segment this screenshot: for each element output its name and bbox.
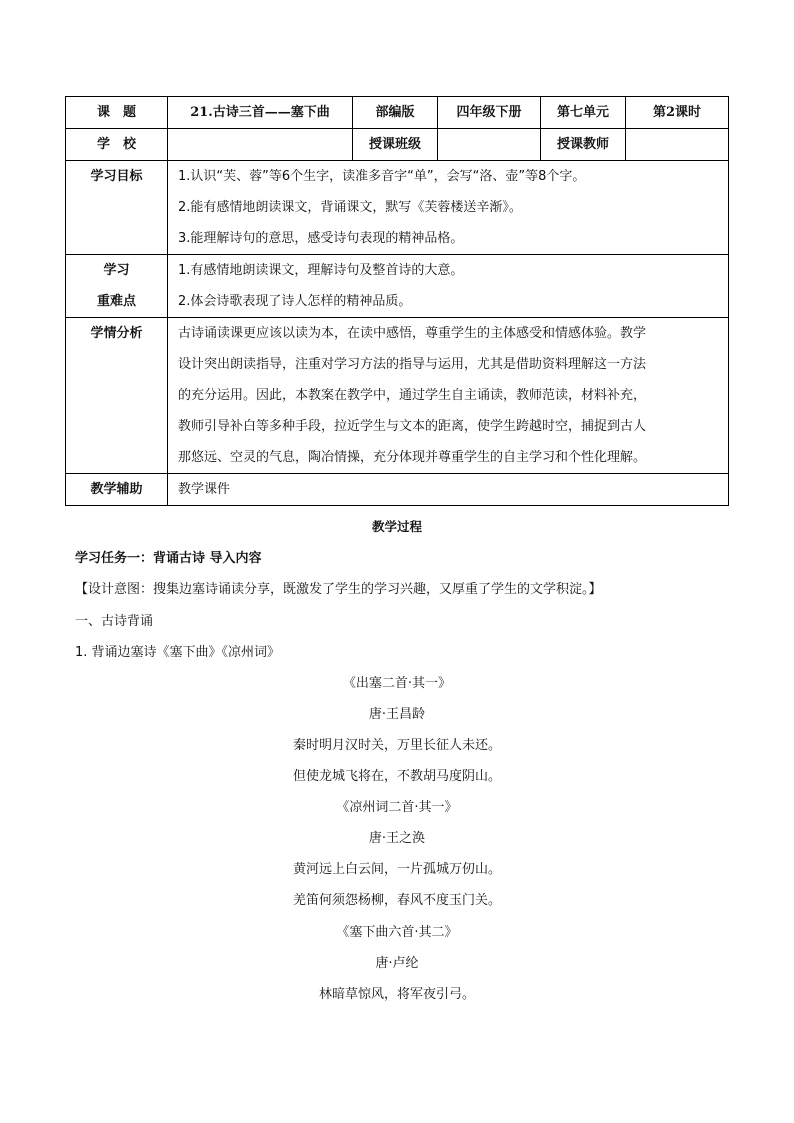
- lesson-info-table: [65, 96, 729, 506]
- poem-author: 唐·王之涣: [368, 831, 426, 846]
- poem-line: 秦时明月汉时关，万里长征人未还。: [292, 738, 501, 753]
- grade: 四年级下册: [438, 97, 541, 129]
- period: 第2课时: [626, 97, 729, 129]
- keypoint-item: 1.有感情地朗读课文，理解诗句及整首诗的大意。: [178, 263, 464, 278]
- goal-item: 3.能理解诗句的意思，感受诗句表现的精神品格。: [178, 231, 464, 246]
- teacher-value: [626, 129, 729, 161]
- keypoints-label: [66, 255, 168, 318]
- keypoints-content: [168, 255, 729, 318]
- poem-line: 羌笛何须怨杨柳，春风不度玉门关。: [292, 893, 501, 908]
- poem-author: 唐·卢纶: [375, 956, 419, 971]
- poem-author: 唐·王昌龄: [368, 707, 426, 722]
- analysis-line: 古诗诵读课更应该以读为本，在读中感悟，尊重学生的主体感受和情感体验。教学: [178, 326, 647, 341]
- unit: 第七单元: [541, 97, 626, 129]
- task-heading: 学习任务一：背诵古诗 导入内容: [75, 551, 262, 566]
- analysis-line: 教师引导补白等多种手段，拉近学生与文本的距离，使学生跨越时空，捕捉到古人: [178, 419, 647, 434]
- keypoints-row: [66, 255, 729, 318]
- analysis-label: 学情分析: [66, 318, 168, 474]
- header-row: [66, 97, 729, 129]
- keypoints-label-line2: 重难点: [96, 294, 136, 309]
- poem-line: 但使龙城飞将在，不教胡马度阴山。: [292, 769, 501, 784]
- class-value: [438, 129, 541, 161]
- edition: 部编版: [353, 97, 438, 129]
- goals-label: 学习目标: [66, 161, 168, 255]
- design-intent: 【设计意图：搜集边塞诗诵读分享，既激发了学生的学习兴趣，又厚重了学生的文学积淀。】: [75, 582, 602, 597]
- aids-value: 教学课件: [168, 474, 729, 506]
- analysis-line: 设计突出朗读指导，注重对学习方法的指导与运用，尤其是借助资料理解这一方法: [178, 357, 647, 372]
- list-item: 1. 背诵边塞诗《塞下曲》《凉州词》: [75, 645, 281, 660]
- goals-content: [168, 161, 729, 255]
- goal-item: 2.能有感情地朗读课文，背诵课文，默写《芙蓉楼送辛渐》。: [178, 200, 522, 215]
- goal-item: 1.认识“芙、蓉”等6个生字，读准多音字“单”，会写“洛、壶”等8个字。: [178, 169, 586, 184]
- keypoint-item: 2.体会诗歌表现了诗人怎样的精神品质。: [178, 294, 412, 309]
- analysis-line: 那悠远、空灵的气息，陶冶情操，充分体现并尊重学生的自主学习和个性化理解。: [178, 450, 647, 465]
- teacher-label: 授课教师: [541, 129, 626, 161]
- analysis-line: 的充分运用。因此，本教案在教学中，通过学生自主诵读，教师范读，材料补充，: [178, 388, 647, 403]
- school-label: 学 校: [66, 129, 168, 161]
- analysis-content: [168, 318, 729, 474]
- process-title: 教学过程: [371, 519, 422, 534]
- aids-label: 教学辅助: [66, 474, 168, 506]
- section-heading: 一、古诗背诵: [75, 614, 154, 629]
- course-label: 课 题: [66, 97, 168, 129]
- poem-title: 《出塞二首·其一》: [342, 676, 452, 691]
- goals-row: [66, 161, 729, 255]
- analysis-row: [66, 318, 729, 474]
- class-label: 授课班级: [353, 129, 438, 161]
- school-row: [66, 129, 729, 161]
- keypoints-label-line1: 学习: [103, 263, 130, 278]
- aids-row: [66, 474, 729, 506]
- poem-title: 《凉州词二首·其一》: [336, 800, 458, 815]
- poem-title: 《塞下曲六首·其二》: [336, 925, 458, 940]
- lesson-title: 21.古诗三首——塞下曲: [168, 97, 353, 129]
- poem-line: 林暗草惊风，将军夜引弓。: [318, 987, 475, 1002]
- school-value: [168, 129, 353, 161]
- poem-line: 黄河远上白云间，一片孤城万仞山。: [292, 862, 501, 877]
